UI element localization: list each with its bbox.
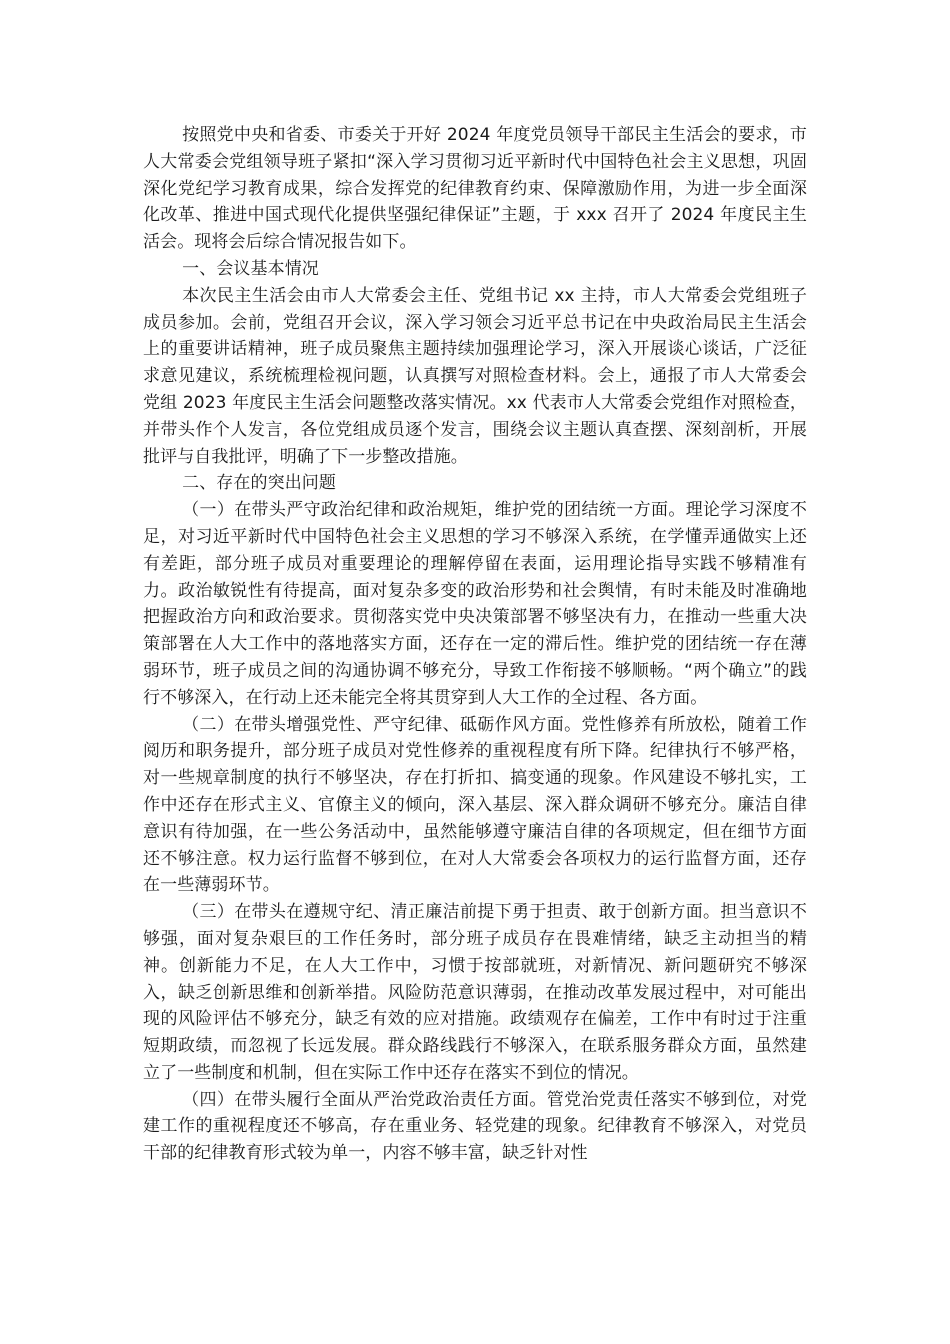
intro-paragraph: 按照党中央和省委、市委关于开好 2024 年度党员领导干部民主生活会的要求，市人大常委会党组领导班子紧扣“深入学习贯彻习近平新时代中国特色社会主义思想，巩固深化党纪学习教育成果，综合发挥党的纪律教育约束、保障激励作用，为进一步全面深化改革、推进中国式现代化提供坚强纪律保证”主题，于 xxx 召开了 2024 年度民主生活会。现将会后综合情况报告如下。	[143, 125, 807, 253]
problem-paragraph-4: （四）在带头履行全面从严治党政治责任方面。管党治党责任落实不够到位，对党建工作的重视程度还不够高，存在重业务、轻党建的现象。纪律教育不够深入，对党员干部的纪律教育形式较为单一，内容不够丰富，缺乏针对性	[143, 1089, 807, 1164]
section-heading-problems: 二、存在的突出问题	[182, 473, 336, 494]
problem-paragraph-3: （三）在带头在遵规守纪、清正廉洁前提下勇于担责、敢于创新方面。担当意识不够强，面对复杂艰巨的工作任务时，部分班子成员存在畏难情绪，缺乏主动担当的精神。创新能力不足，在人大工作中，习惯于按部就班，对新情况、新问题研究不够深入，缺乏创新思维和创新举措。风险防范意识薄弱，在推动改革发展过程中，对可能出现的风险评估不够充分，缺乏有效的应对措施。政绩观存在偏差，工作中有时过于注重短期政绩，而忽视了长远发展。群众路线践行不够深入，在联系服务群众方面，虽然建立了一些制度和机制，但在实际工作中还存在落实不到位的情况。	[143, 902, 807, 1083]
problem-paragraph-2: （二）在带头增强党性、严守纪律、砥砺作风方面。党性修养有所放松，随着工作阅历和职务提升，部分班子成员对党性修养的重视程度有所下降。纪律执行不够严格，对一些规章制度的执行不够坚决，存在打折扣、搞变通的现象。作风建设不够扎实，工作中还存在形式主义、官僚主义的倾向，深入基层、深入群众调研不够充分。廉洁自律意识有待加强，在一些公务活动中，虽然能够遵守廉洁自律的各项规定，但在细节方面还不够注意。权力运行监督不够到位，在对人大常委会各项权力的运行监督方面，还存在一些薄弱环节。	[143, 714, 807, 896]
meeting-overview-paragraph: 本次民主生活会由市人大常委会主任、党组书记 xx 主持，市人大常委会党组班子成员参加。会前，党组召开会议，深入学习领会习近平总书记在中央政治局民主生活会上的重要讲话精神，班子成员聚焦主题持续加强理论学习，深入开展谈心谈话，广泛征求意见建议，系统梳理检视问题，认真撰写对照检查材料。会上，通报了市人大常委会党组 2023 年度民主生活会问题整改落实情况。xx 代表市人大常委会党组作对照检查，并带头作个人发言，各位党组成员逐个发言，围绕会议主题认真查摆、深刻剖析，开展批评与自我批评，明确了下一步整改措施。	[143, 285, 807, 467]
problem-paragraph-1: （一）在带头严守政治纪律和政治规矩，维护党的团结统一方面。理论学习深度不足，对习近平新时代中国特色社会主义思想的学习不够深入系统，在学懂弄通做实上还有差距，部分班子成员对重要理论的理解停留在表面，运用理论指导实践不够精准有力。政治敏锐性有待提高，面对复杂多变的政治形势和社会舆情，有时未能及时准确地把握政治方向和政治要求。贯彻落实党中央决策部署不够坚决有力，在推动一些重大决策部署在人大工作中的落地落实方面，还存在一定的滞后性。维护党的团结统一存在薄弱环节，班子成员之间的沟通协调不够充分，导致工作衔接不够顺畅。“两个确立”的践行不够深入，在行动上还未能完全将其贯穿到人大工作的全过程、各方面。	[143, 500, 807, 708]
document-body	[143, 122, 807, 1167]
section-heading-meeting-overview: 一、会议基本情况	[182, 258, 319, 279]
